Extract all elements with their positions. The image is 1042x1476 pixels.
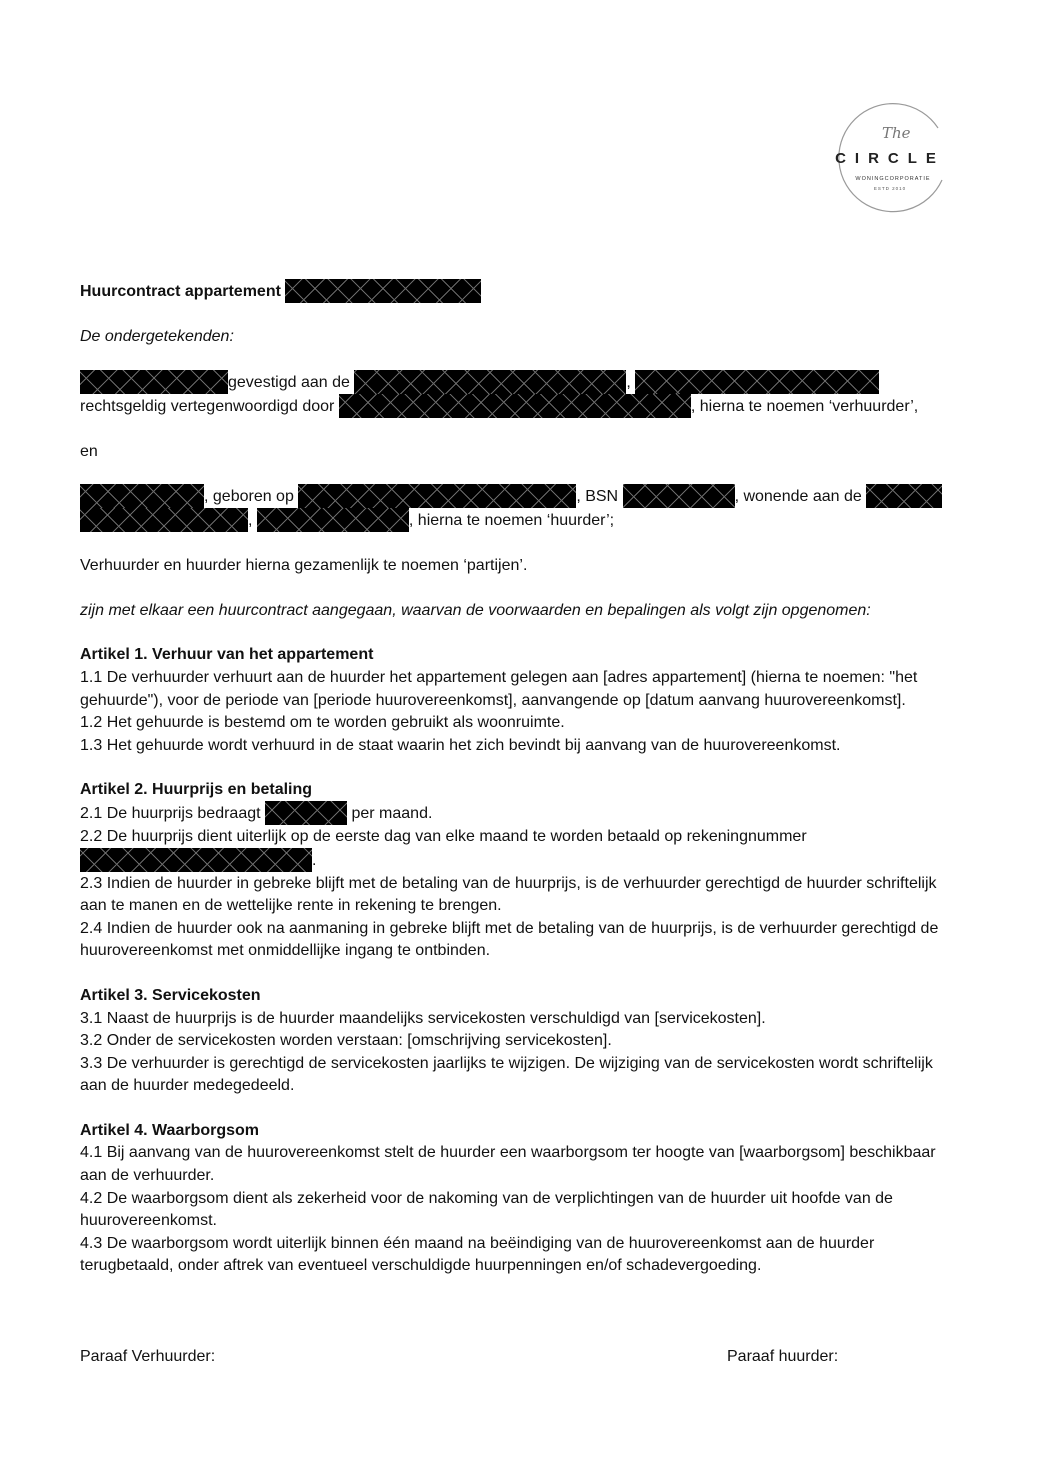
- document-title: [80, 280, 960, 304]
- circle-logo-graphic: [820, 100, 960, 218]
- article-4: [80, 1120, 960, 1278]
- redacted-block: [298, 484, 576, 508]
- article-2-1-end: per maand.: [351, 805, 433, 823]
- intro-text: De ondergetekenden:: [80, 328, 234, 345]
- bsn-text: , BSN: [576, 488, 619, 506]
- signature-huurder: Paraaf huurder:: [727, 1348, 839, 1365]
- redacted-block: [339, 394, 691, 418]
- signature-verhuurder: Paraaf Verhuurder:: [80, 1348, 216, 1365]
- article-2-2-account: [80, 849, 960, 873]
- vertegenwoordigd-text: rechtsgeldig vertegenwoordigd door: [80, 397, 335, 415]
- geboren-text: , geboren op: [204, 488, 294, 506]
- article-4-heading: Artikel 4. Waarborgsom: [80, 1121, 260, 1139]
- gevestigd-text: gevestigd aan de: [228, 373, 350, 391]
- article-4-1: 4.1 Bij aanvang van de huurovereenkomst stelt de huurder een waarborgsom ter hoogte van [waarborgsom] beschikbaar aan de verhuurder.: [80, 1144, 936, 1185]
- redacted-block: [265, 801, 347, 825]
- redacted-block: [80, 370, 228, 394]
- logo-established: ESTD 2010: [873, 186, 907, 191]
- redacted-block: [80, 484, 204, 508]
- article-2-heading: Artikel 2. Huurprijs en betaling: [80, 781, 313, 799]
- redacted-block: [354, 370, 626, 394]
- contract-body: [80, 280, 960, 1278]
- huurder-noemen-text: , hierna te noemen ‘huurder’;: [408, 512, 615, 530]
- article-1-1: 1.1 De verhuurder verhuurt aan de huurder het appartement gelegen aan [adres appartement] (hierna te noemen: "het gehuurde"), voor de periode van [periode huurovereenkomst], aanvangende op [datum aanvang huurovereenkomst].: [80, 668, 918, 709]
- verhuurder-noemen-text: , hierna te noemen ‘verhuurder’,: [690, 397, 919, 415]
- logo-script-text: The: [882, 124, 911, 142]
- article-3-3: 3.3 De verhuurder is gerechtigd de servicekosten jaarlijks te wijzigen. De wijziging van de servicekosten wordt schriftelijk aan de huurder medegedeeld.: [80, 1054, 933, 1095]
- article-4-3: 4.3 De waarborgsom wordt uiterlijk binnen één maand na beëindiging van de huurovereenkomst aan de huurder terugbetaald, onder aftrek van eventueel verschuldigde huurpenningen en/of schadevergoeding.: [80, 1234, 875, 1275]
- party-huurder: [80, 485, 960, 533]
- article-2-1: [80, 802, 960, 826]
- logo-brand: CIRCLE: [835, 150, 945, 167]
- redacted-block: [285, 279, 481, 303]
- redacted-block: [866, 484, 942, 508]
- en-text: en: [80, 442, 98, 460]
- party-verhuurder: [80, 371, 960, 419]
- redacted-block: [80, 848, 312, 872]
- article-1: [80, 644, 960, 757]
- article-2-3: 2.3 Indien de huurder in gebreke blijft met de betaling van de huurprijs, is de verhuurder gerechtigd de huurder schriftelijk aan te manen en de wettelijke rente in rekening te brengen.: [80, 874, 937, 915]
- article-3-heading: Artikel 3. Servicekosten: [80, 986, 261, 1004]
- article-2: [80, 779, 960, 963]
- comma-text: ,: [626, 373, 631, 391]
- article-1-heading: Artikel 1. Verhuur van het appartement: [80, 646, 374, 664]
- article-2-2-end: .: [312, 851, 317, 869]
- redacted-block: [80, 508, 248, 532]
- title-text: Huurcontract appartement: [80, 282, 281, 300]
- article-2-2: 2.2 De huurprijs dient uiterlijk op de eerste dag van elke maand te worden betaald op rekeningnummer: [80, 827, 807, 845]
- article-3: [80, 985, 960, 1098]
- redacted-block: [635, 370, 879, 394]
- comma-text: ,: [248, 512, 253, 530]
- article-3-1: 3.1 Naast de huurprijs is de huurder maandelijks servicekosten verschuldigd van [servicekosten].: [80, 1009, 766, 1027]
- company-logo: [820, 100, 960, 218]
- article-4-2: 4.2 De waarborgsom dient als zekerheid voor de nakoming van de verplichtingen van de huurder uit hoofde van de huurovereenkomst.: [80, 1189, 893, 1230]
- article-1-3: 1.3 Het gehuurde wordt verhuurd in de staat waarin het zich bevindt bij aanvang van de huurovereenkomst.: [80, 736, 841, 754]
- article-2-4: 2.4 Indien de huurder ook na aanmaning in gebreke blijft met de betaling van de huurprijs, is de verhuurder gerechtigd de huurovereenkomst met onmiddellijke ingang te ontbinden.: [80, 919, 939, 960]
- partijen-text: Verhuurder en huurder hierna gezamenlijk te noemen ‘partijen’.: [80, 557, 528, 575]
- logo-subtitle: WONINGCORPORATIE: [855, 176, 931, 182]
- article-2-1-start: 2.1 De huurprijs bedraagt: [80, 805, 261, 823]
- redacted-block: [623, 484, 735, 508]
- article-1-2: 1.2 Het gehuurde is bestemd om te worden gebruikt als woonruimte.: [80, 714, 565, 732]
- article-3-2: 3.2 Onder de servicekosten worden verstaan: [omschrijving servicekosten].: [80, 1032, 612, 1050]
- wonende-text: , wonende aan de: [734, 488, 862, 506]
- agreement-text: zijn met elkaar een huurcontract aangegaan, waarvan de voorwaarden en bepalingen als volgt zijn opgenomen:: [80, 601, 871, 619]
- redacted-block: [257, 508, 409, 532]
